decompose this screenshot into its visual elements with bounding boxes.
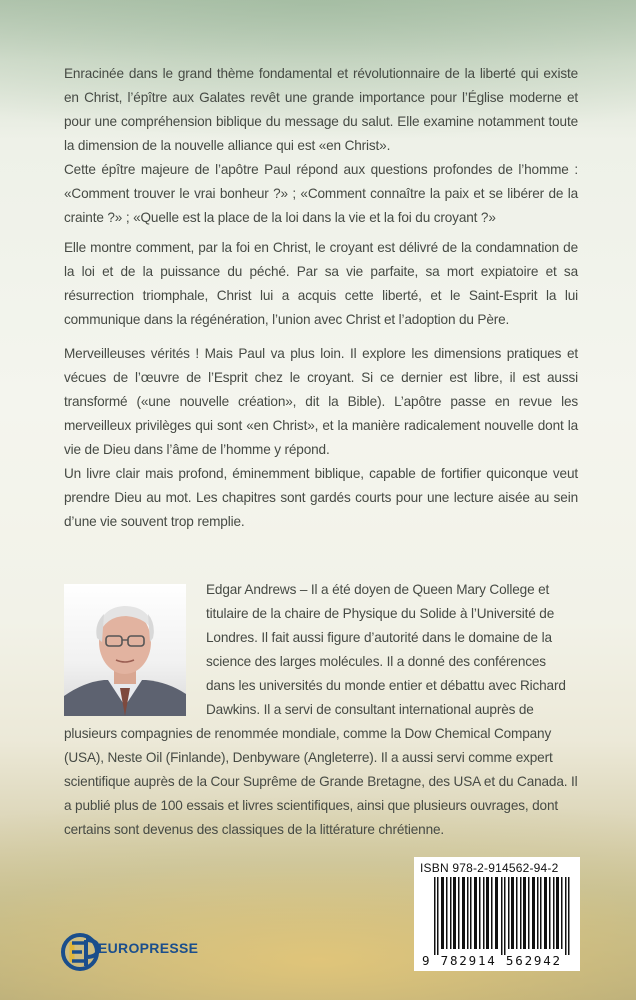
description-paragraph-3: Elle montre comment, par la foi en Christ, le croyant est délivré de la condamnation de la loi et de la puissance du péché. Par sa vie parfaite, sa mort expiatoire et sa résurrection triomphale, Christ lui a acquis cette liberté, et le Saint-Esprit la lui communique dans la régénération, l’union avec Christ et l’adoption du Père. [64, 240, 578, 327]
ean-number: 9 782914 562942 [422, 953, 562, 968]
description-paragraph-4: Merveilleuses vérités ! Mais Paul va plus loin. Il explore les dimensions pratiques et vécues de l’œuvre de l’Esprit chez le croyant. Si ce dernier est libre, il est aussi transformé («une nouvelle création», dit la Bible). L’apôtre passe en revue les merveilleux privilèges qui sont «en Christ», et la manière radicalement nouvelle dont la vie de Dieu dans l’âme de l’homme y répond. [64, 346, 578, 457]
author-bio-text: Edgar Andrews – Il a été doyen de Queen Mary College et titulaire de la chaire de Physique du Solide à l’Université de Londres. Il fait aussi figure d’autorité dans le domaine de la science des larges molécules. Il a donné des conférences dans les universités du monde entier et débattu avec Richard Dawkins. Il a servi de consultant international auprès de plusieurs compagnies de renommée mondiale, comme la Dow Chemical Company (USA), Neste Oil (Finlande), Denbyware (Angleterre). Il a aussi servi comme expert scientifique auprès de la Cour Suprême de Grande Bretagne, des USA et du Canada. Il a publié plus de 100 essais et livres scientifiques, ainsi que plusieurs ouvrages, dont certains sont devenus des classiques de la littérature chrétienne. [64, 582, 578, 837]
isbn-barcode [414, 857, 580, 971]
description-paragraph-5: Un livre clair mais profond, éminemment biblique, capable de fortifier quiconque veut prendre Dieu au mot. Les chapitres sont gardés courts pour une lecture aisée au sein d’une vie souvent trop remplie. [64, 466, 578, 529]
author-photo [64, 584, 186, 716]
description-paragraph-1: Enracinée dans le grand thème fondamental et révolutionnaire de la liberté qui existe en Christ, l’épître aux Galates revêt une grande importance pour l’Église moderne et pour une compréhension biblique du message du salut. Elle examine notamment toute la dimension de la nouvelle alliance qui est «en Christ». [64, 66, 578, 153]
author-bio-block [64, 578, 578, 842]
isbn-label: ISBN 978-2-914562-94-2 [420, 861, 559, 875]
publisher-logo-icon [60, 932, 100, 972]
description-paragraph-2: Cette épître majeure de l’apôtre Paul répond aux questions profondes de l’homme : «Comment trouver le vrai bonheur ?» ; «Comment connaître la paix et se libérer de la crainte ?» ; «Quelle est la place de la loi dans la vie et la foi du croyant ?» [64, 162, 578, 225]
publisher-name: EUROPRESSE [98, 940, 199, 956]
barcode-bars [434, 877, 574, 955]
